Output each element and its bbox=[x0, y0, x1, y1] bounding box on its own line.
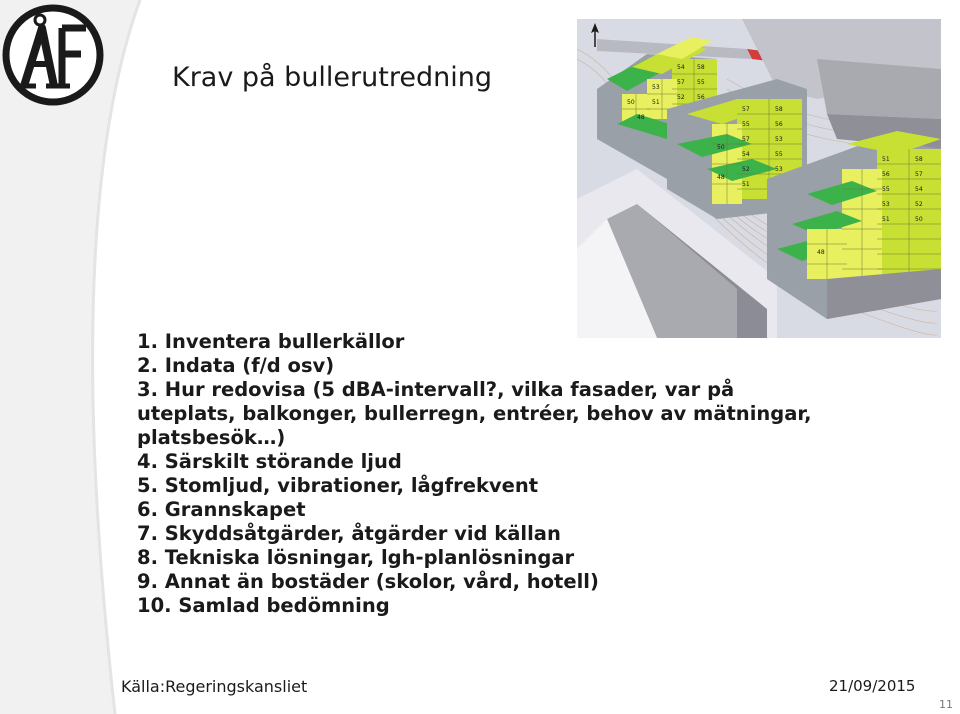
list-item: 7. Skyddsåtgärder, åtgärder vid källan bbox=[137, 522, 561, 545]
af-logo bbox=[2, 4, 104, 106]
list-item: 3. Hur redovisa (5 dBA-intervall?, vilka fasader, var på uteplats, balkonger, bullerregn, entréer, behov av mätningar, platsbesök…) bbox=[137, 378, 812, 449]
list-item: 1. Inventera bullerkällor bbox=[137, 330, 405, 353]
noise-facade-render-image bbox=[577, 19, 941, 338]
facade-db-label: 53 bbox=[882, 201, 890, 208]
list-item: 8. Tekniska lösningar, lgh-planlösningar bbox=[137, 546, 575, 569]
facade-db-label: 58 bbox=[775, 106, 783, 113]
facade-db-label: 48 bbox=[817, 249, 825, 256]
facade-db-label: 54 bbox=[742, 151, 750, 158]
facade-db-label: 56 bbox=[882, 171, 890, 178]
facade-db-label: 58 bbox=[915, 156, 923, 163]
facade-db-label: 50 bbox=[627, 99, 635, 106]
slide-title: Krav på bullerutredning bbox=[172, 62, 492, 93]
facade-db-label: 55 bbox=[742, 121, 750, 128]
facade-db-label: 57 bbox=[742, 106, 750, 113]
facade-db-label: 57 bbox=[677, 79, 685, 86]
list-item: 10. Samlad bedömning bbox=[137, 594, 390, 617]
facade-db-label: 57 bbox=[742, 136, 750, 143]
facade-db-label: 56 bbox=[697, 94, 705, 101]
facade-db-label: 55 bbox=[775, 151, 783, 158]
facade-db-label: 58 bbox=[697, 64, 705, 71]
facade-db-label: 53 bbox=[775, 136, 783, 143]
facade-db-label: 51 bbox=[652, 99, 660, 106]
facade-db-label: 53 bbox=[652, 84, 660, 91]
facade-db-label: 51 bbox=[742, 181, 750, 188]
page-number: 11 bbox=[939, 698, 953, 711]
facade-db-label: 52 bbox=[742, 166, 750, 173]
facade-db-label: 56 bbox=[775, 121, 783, 128]
facade-db-label: 55 bbox=[697, 79, 705, 86]
facade-db-label: 51 bbox=[882, 156, 890, 163]
list-item: 4. Särskilt störande ljud bbox=[137, 450, 402, 473]
list-item: 2. Indata (f/d osv) bbox=[137, 354, 335, 377]
facade-db-label: 55 bbox=[882, 186, 890, 193]
footer-source: Källa:Regeringskansliet bbox=[121, 677, 308, 696]
facade-db-label: 53 bbox=[775, 166, 783, 173]
list-item: 9. Annat än bostäder (skolor, vård, hotell) bbox=[137, 570, 599, 593]
facade-db-label: 50 bbox=[717, 144, 725, 151]
footer-date: 21/09/2015 bbox=[829, 677, 916, 695]
facade-db-label: 48 bbox=[717, 174, 725, 181]
facade-db-label: 54 bbox=[915, 186, 923, 193]
facade-db-label: 48 bbox=[637, 114, 645, 121]
requirements-list bbox=[137, 330, 837, 618]
list-item: 5. Stomljud, vibrationer, lågfrekvent bbox=[137, 474, 539, 497]
facade-db-label: 54 bbox=[677, 64, 685, 71]
facade-db-label: 52 bbox=[677, 94, 685, 101]
facade-db-label: 51 bbox=[882, 216, 890, 223]
list-item: 6. Grannskapet bbox=[137, 498, 306, 521]
facade-db-label: 57 bbox=[915, 171, 923, 178]
facade-db-label: 50 bbox=[915, 216, 923, 223]
facade-db-label: 52 bbox=[915, 201, 923, 208]
